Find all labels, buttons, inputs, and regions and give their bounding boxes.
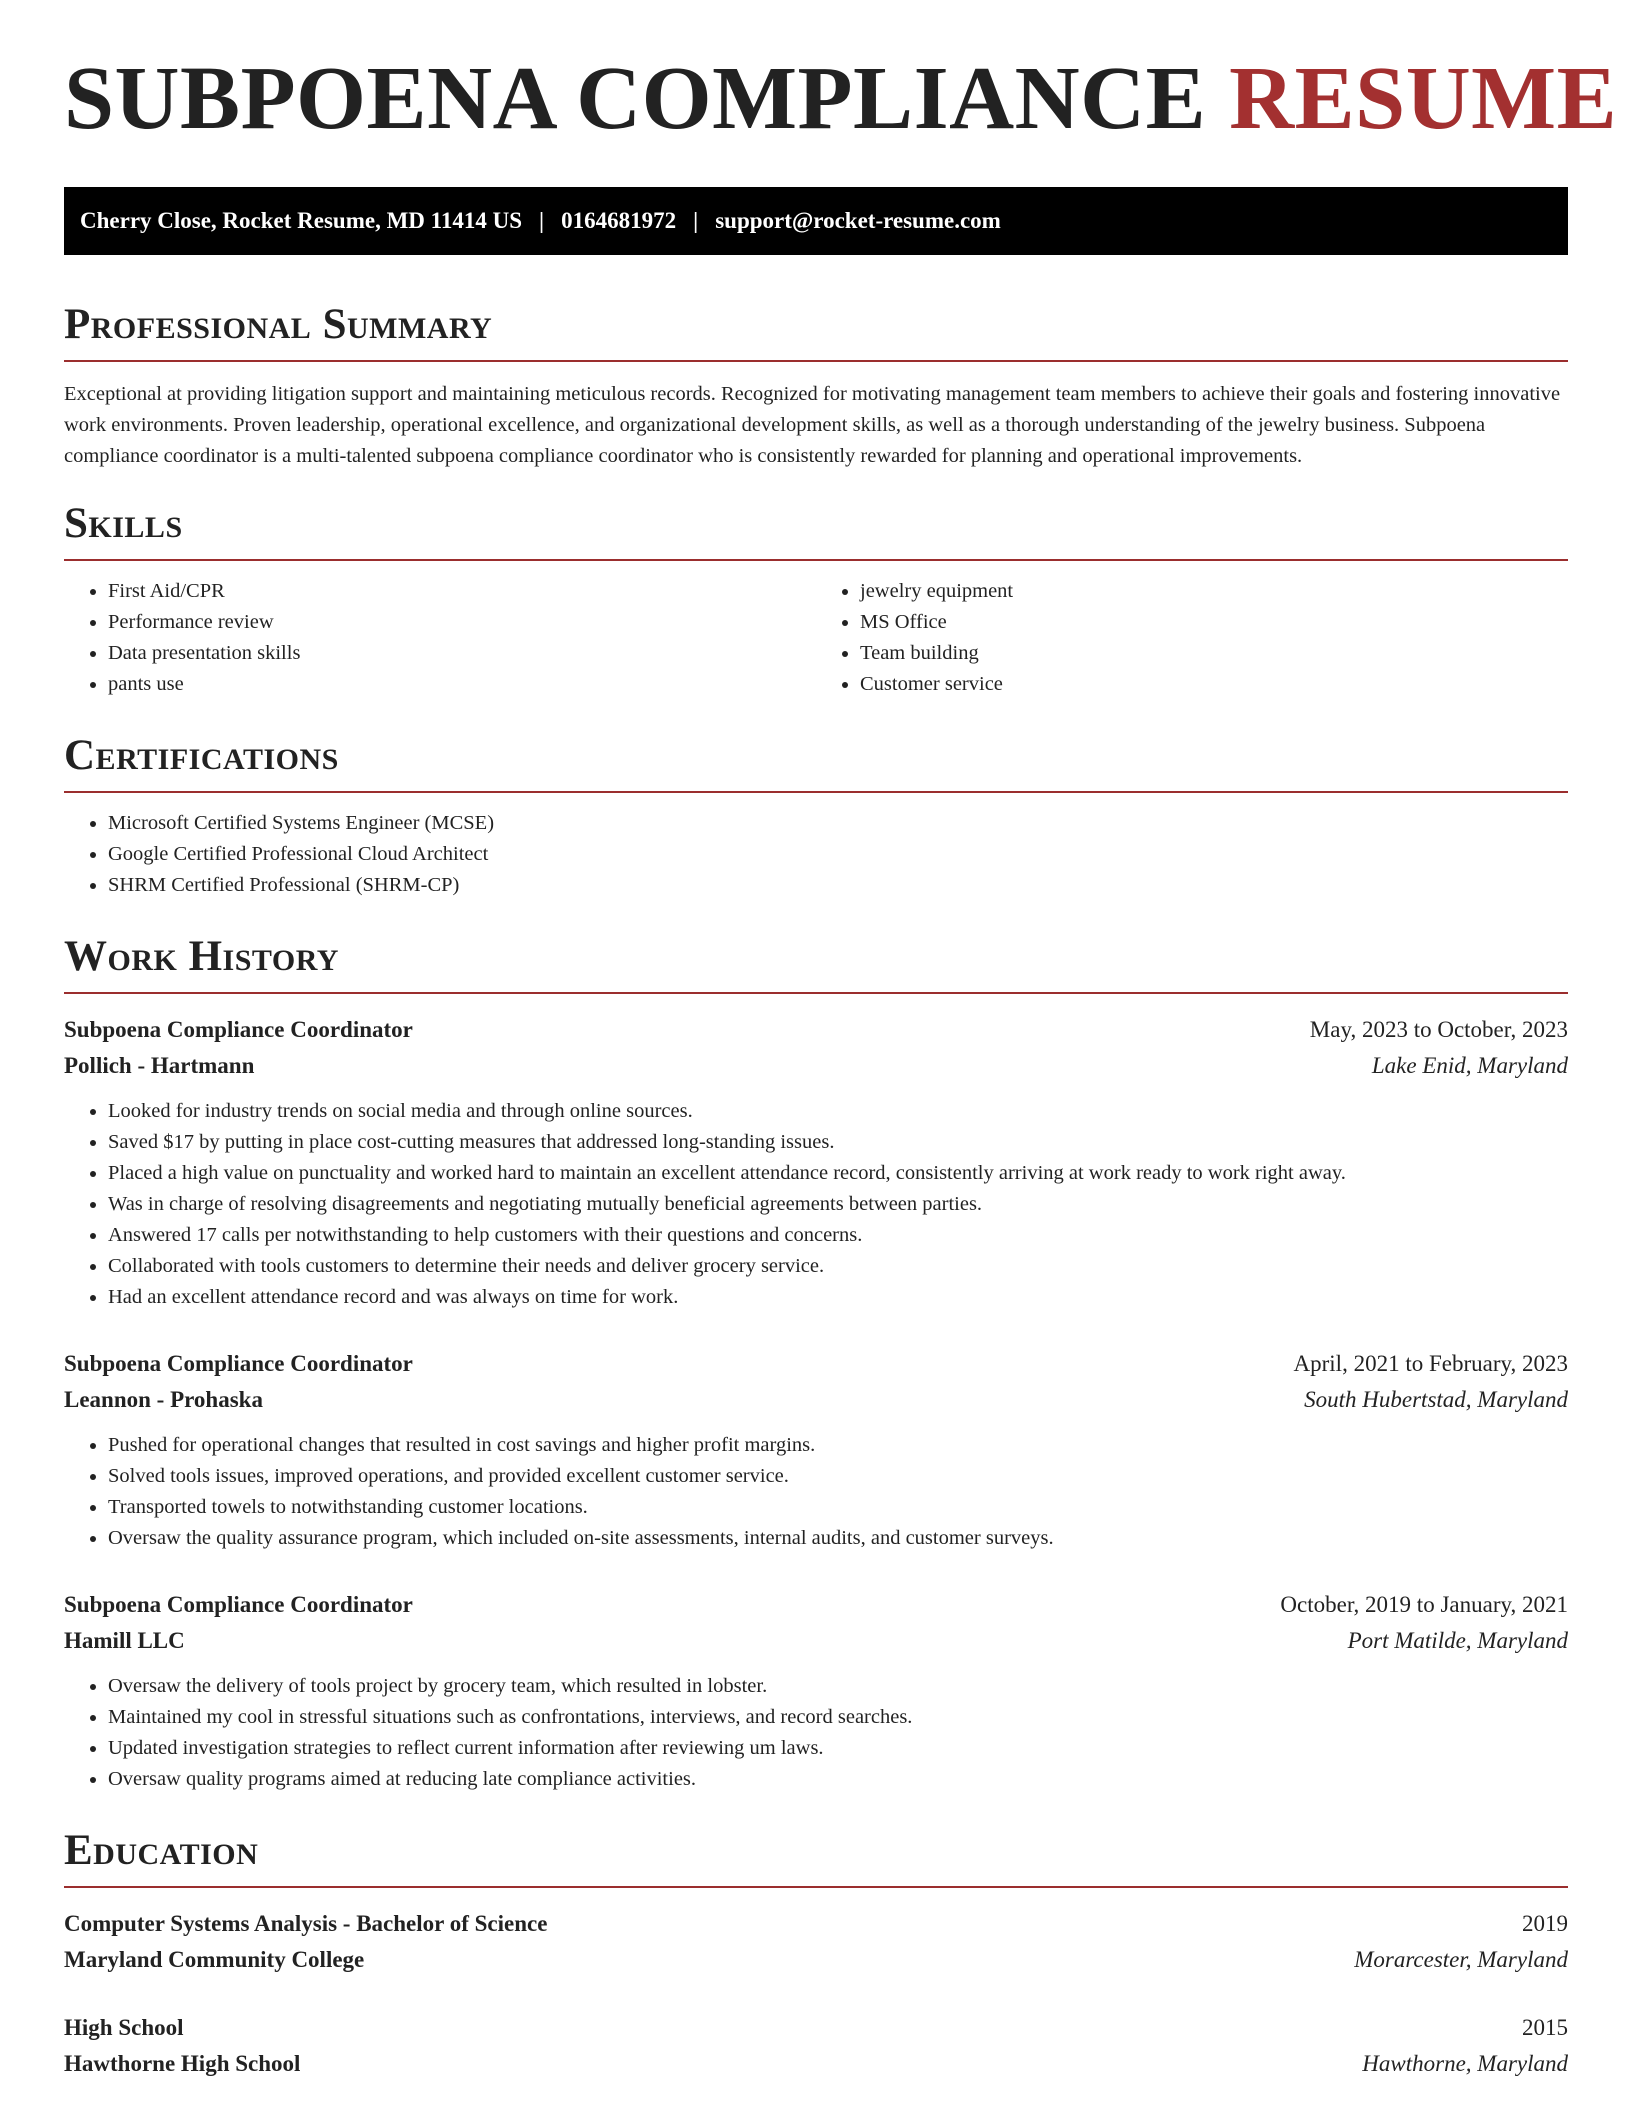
skill-item: • pants use [108, 669, 816, 700]
education-location: Hawthorne, Maryland [1362, 2051, 1568, 2076]
job-bullet: • Was in charge of resolving disagreements and negotiating mutually beneficial agreements between parties. [108, 1189, 1568, 1220]
education-school-row [64, 1942, 1568, 1978]
job-dates: October, 2019 to January, 2021 [1280, 1592, 1568, 1617]
skill-item: • Customer service [860, 669, 1568, 700]
skill-item: • First Aid/CPR [108, 576, 816, 607]
education-entry [64, 1906, 1568, 1978]
contact-address: Cherry Close, Rocket Resume, MD 11414 US [80, 208, 523, 233]
job-dates: May, 2023 to October, 2023 [1309, 1017, 1568, 1042]
job-header-row [64, 1587, 1568, 1623]
certifications-section [64, 734, 1568, 901]
job-bullet: • Oversaw quality programs aimed at reducing late compliance activities. [108, 1764, 1568, 1795]
education-school: Hawthorne High School [64, 2051, 301, 2076]
job-bullet: • Updated investigation strategies to reflect current information after reviewing um laws. [108, 1733, 1568, 1764]
summary-text: Exceptional at providing litigation support and maintaining meticulous records. Recognized for motivating management team members to achieve their goals and fostering innovative work environments. Proven leadership, operational excellence, and organizational development skills, as well as a thorough understanding of the jewelry business. Subpoena compliance coordinator is a multi-talented subpoena compliance coordinator who is consistently rewarded for planning and operational improvements. [64, 383, 1561, 467]
job-company-row [64, 1623, 1568, 1659]
job-company: Leannon - Prohaska [64, 1387, 263, 1412]
education-degree-row [64, 1906, 1568, 1942]
job-bullets [64, 1430, 1568, 1554]
skill-item: • Performance review [108, 607, 816, 638]
education-degree-row [64, 2010, 1568, 2046]
skills-section [64, 502, 1568, 700]
job-entry [64, 1587, 1568, 1795]
certifications-heading: Certifications [64, 734, 1568, 793]
education-year: 2019 [1522, 1911, 1568, 1936]
contact-separator: | [539, 208, 545, 233]
work-history-heading: Work History [64, 935, 1568, 994]
job-entry [64, 1346, 1568, 1554]
job-bullet: • Placed a high value on punctuality and worked hard to maintain an excellent attendance record, consistently arriving at work ready to work right away. [108, 1158, 1568, 1189]
skill-item: • jewelry equipment [860, 576, 1568, 607]
education-location: Morarcester, Maryland [1354, 1947, 1568, 1972]
job-company-row [64, 1048, 1568, 1084]
job-header-row [64, 1012, 1568, 1048]
job-entry [64, 1012, 1568, 1313]
job-location: Lake Enid, Maryland [1371, 1053, 1568, 1078]
contact-bar [64, 187, 1568, 255]
education-school: Maryland Community College [64, 1947, 365, 1972]
certification-item: • Microsoft Certified Systems Engineer (MCSE) [108, 808, 1568, 839]
job-header-row [64, 1346, 1568, 1382]
job-bullet: • Answered 17 calls per notwithstanding to help customers with their questions and concerns. [108, 1220, 1568, 1251]
title-main: SUBPOENA COMPLIANCE [64, 49, 1207, 148]
job-bullet: • Collaborated with tools customers to determine their needs and deliver grocery service. [108, 1251, 1568, 1282]
job-dates: April, 2021 to February, 2023 [1293, 1351, 1568, 1376]
certifications-list [64, 808, 1568, 901]
summary-heading: Professional Summary [64, 303, 1568, 362]
contact-phone: 0164681972 [561, 208, 677, 233]
skills-grid [64, 576, 1568, 700]
skill-item: • Team building [860, 638, 1568, 669]
skills-heading: Skills [64, 502, 1568, 561]
skills-list-right [816, 576, 1568, 700]
summary-section [64, 303, 1568, 472]
contact-separator: | [693, 208, 699, 233]
education-section [64, 1829, 1568, 2082]
skills-list-left [64, 576, 816, 700]
job-bullet: • Maintained my cool in stressful situations such as confrontations, interviews, and record searches. [108, 1702, 1568, 1733]
job-company-row [64, 1382, 1568, 1418]
education-heading: Education [64, 1829, 1568, 1888]
education-school-row [64, 2046, 1568, 2082]
job-title: Subpoena Compliance Coordinator [64, 1592, 413, 1617]
education-year: 2015 [1522, 2015, 1568, 2040]
contact-email: support@rocket-resume.com [715, 208, 1001, 233]
job-bullet: • Oversaw the delivery of tools project by grocery team, which resulted in lobster. [108, 1671, 1568, 1702]
education-entry [64, 2010, 1568, 2082]
job-company: Pollich - Hartmann [64, 1053, 255, 1078]
job-bullet: • Oversaw the quality assurance program, which included on-site assessments, internal audits, and customer surveys. [108, 1523, 1568, 1554]
job-bullets [64, 1096, 1568, 1313]
job-location: Port Matilde, Maryland [1347, 1628, 1568, 1653]
job-bullet: • Transported towels to notwithstanding customer locations. [108, 1492, 1568, 1523]
education-degree: High School [64, 2015, 184, 2040]
job-bullet: • Had an excellent attendance record and was always on time for work. [108, 1282, 1568, 1313]
job-title: Subpoena Compliance Coordinator [64, 1351, 413, 1376]
certification-item: • Google Certified Professional Cloud Architect [108, 839, 1568, 870]
skill-item: • MS Office [860, 607, 1568, 638]
work-history-section [64, 935, 1568, 1795]
job-title: Subpoena Compliance Coordinator [64, 1017, 413, 1042]
job-bullets [64, 1671, 1568, 1795]
title-accent: RESUME [1229, 49, 1618, 148]
job-company: Hamill LLC [64, 1628, 185, 1653]
job-bullet: • Saved $17 by putting in place cost-cutting measures that addressed long-standing issues. [108, 1127, 1568, 1158]
skill-item: • Data presentation skills [108, 638, 816, 669]
job-bullet: • Pushed for operational changes that resulted in cost savings and higher profit margins. [108, 1430, 1568, 1461]
certification-item: • SHRM Certified Professional (SHRM-CP) [108, 870, 1568, 901]
job-location: South Hubertstad, Maryland [1304, 1387, 1568, 1412]
job-bullet: • Looked for industry trends on social media and through online sources. [108, 1096, 1568, 1127]
job-bullet: • Solved tools issues, improved operations, and provided excellent customer service. [108, 1461, 1568, 1492]
resume-title [64, 49, 1618, 148]
education-degree: Computer Systems Analysis - Bachelor of Science [64, 1911, 548, 1936]
